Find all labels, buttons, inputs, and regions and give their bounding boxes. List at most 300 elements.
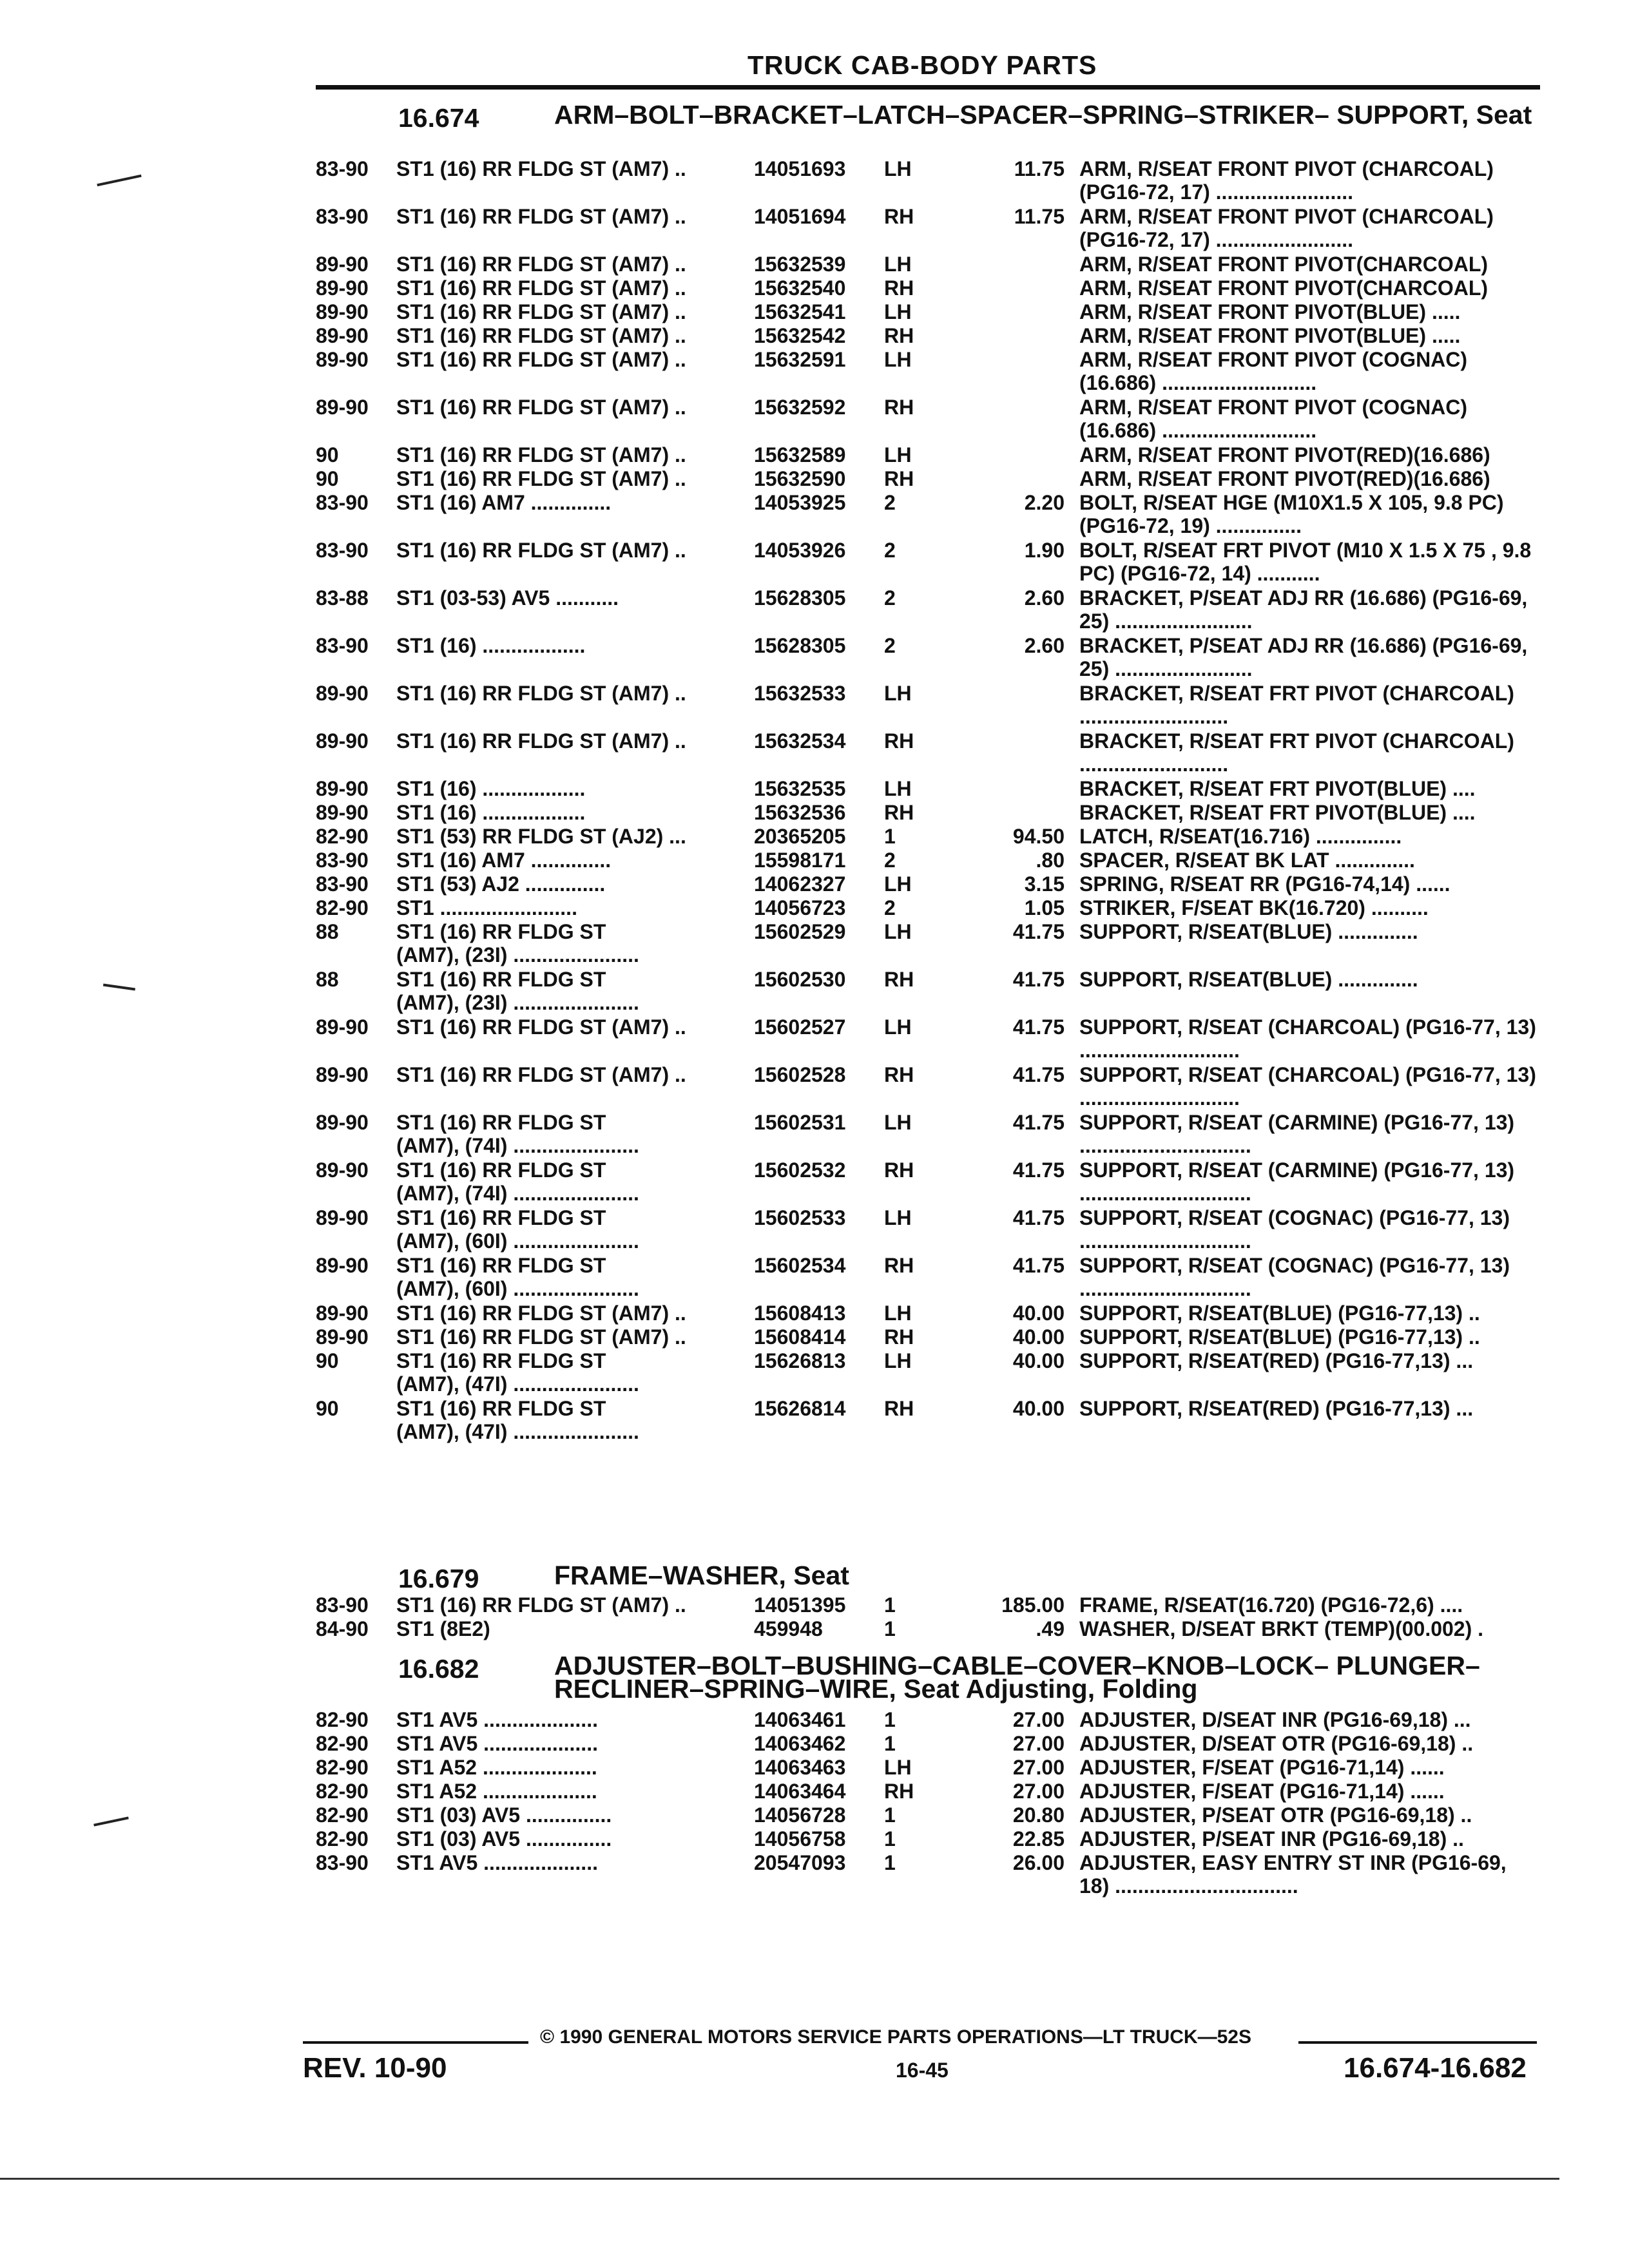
usage-code: ST1 (16) .................. bbox=[396, 801, 586, 824]
quantity: LH bbox=[884, 1349, 912, 1372]
model-years: 89-90 bbox=[316, 253, 369, 276]
model-years: 83-90 bbox=[316, 539, 369, 562]
parts-section bbox=[316, 1653, 1540, 1899]
price: 40.00 bbox=[1012, 1325, 1065, 1349]
footer-rule-right bbox=[1298, 2041, 1537, 2044]
quantity: RH bbox=[884, 396, 914, 419]
model-years: 83-90 bbox=[316, 849, 369, 872]
quantity: LH bbox=[884, 300, 912, 323]
model-years: 83-90 bbox=[316, 205, 369, 228]
model-years: 83-90 bbox=[316, 1593, 369, 1617]
part-row bbox=[316, 443, 1540, 467]
part-number: 15632539 bbox=[754, 253, 846, 276]
quantity: LH bbox=[884, 157, 912, 180]
part-number: 20365205 bbox=[754, 825, 846, 848]
part-row bbox=[316, 777, 1540, 801]
part-row bbox=[316, 1302, 1540, 1325]
part-row bbox=[316, 586, 1540, 634]
part-number: 14063462 bbox=[754, 1732, 846, 1755]
quantity: LH bbox=[884, 1756, 912, 1779]
price: 94.50 bbox=[1012, 825, 1065, 848]
quantity: RH bbox=[884, 1254, 914, 1277]
usage-code: ST1 (16) RR FLDG ST (AM7), (60I) ...................... bbox=[396, 1206, 639, 1253]
model-years: 89-90 bbox=[316, 1063, 369, 1086]
part-number: 14063464 bbox=[754, 1780, 846, 1803]
part-description: ADJUSTER, D/SEAT INR (PG16-69,18) ... bbox=[1079, 1708, 1471, 1731]
quantity: RH bbox=[884, 968, 914, 991]
part-row bbox=[316, 1015, 1540, 1063]
price: 11.75 bbox=[1014, 157, 1065, 180]
model-years: 89-90 bbox=[316, 276, 369, 300]
part-row bbox=[316, 253, 1540, 276]
price: 1.90 bbox=[1024, 539, 1065, 562]
usage-code: ST1 (16) RR FLDG ST (AM7) .. bbox=[396, 539, 686, 562]
part-row bbox=[316, 1158, 1540, 1206]
model-years: 83-90 bbox=[316, 634, 369, 657]
quantity: RH bbox=[884, 1780, 914, 1803]
usage-code: ST1 (16) RR FLDG ST (AM7) .. bbox=[396, 253, 686, 276]
quantity: RH bbox=[884, 467, 914, 490]
price: 2.20 bbox=[1024, 491, 1065, 514]
part-description: SUPPORT, R/SEAT (CHARCOAL) (PG16-77, 13) ............................ bbox=[1079, 1015, 1536, 1062]
model-years: 90 bbox=[316, 1349, 339, 1372]
usage-code: ST1 (16) RR FLDG ST (AM7) .. bbox=[396, 348, 686, 371]
quantity: LH bbox=[884, 443, 912, 466]
model-years: 90 bbox=[316, 443, 339, 466]
part-description: BRACKET, R/SEAT FRT PIVOT (CHARCOAL) .......................... bbox=[1079, 729, 1514, 776]
quantity: RH bbox=[884, 1158, 914, 1182]
section-title: ADJUSTER–BOLT–BUSHING–CABLE–COVER–KNOB–LOCK– PLUNGER–RECLINER–SPRING–WIRE, Seat Adjusting, Folding bbox=[554, 1651, 1480, 1704]
part-number: 14056728 bbox=[754, 1803, 846, 1827]
bottom-edge-line bbox=[0, 2178, 1559, 2180]
model-years: 82-90 bbox=[316, 1756, 369, 1779]
quantity: RH bbox=[884, 729, 914, 753]
quantity: LH bbox=[884, 920, 912, 943]
part-row bbox=[316, 1206, 1540, 1254]
part-row bbox=[316, 1756, 1540, 1780]
quantity: 2 bbox=[884, 896, 896, 919]
usage-code: ST1 AV5 .................... bbox=[396, 1851, 598, 1874]
quantity: 1 bbox=[884, 1617, 896, 1640]
part-description: SUPPORT, R/SEAT (CARMINE) (PG16-77, 13) .............................. bbox=[1079, 1111, 1515, 1157]
price: 40.00 bbox=[1012, 1349, 1065, 1372]
part-number: 15602528 bbox=[754, 1063, 846, 1086]
model-years: 90 bbox=[316, 1397, 339, 1420]
quantity: 2 bbox=[884, 634, 896, 657]
footer-copyright: © 1990 GENERAL MOTORS SERVICE PARTS OPERATIONS—LT TRUCK—52S bbox=[540, 2026, 1251, 2048]
model-years: 89-90 bbox=[316, 1206, 369, 1229]
part-row bbox=[316, 920, 1540, 968]
quantity: LH bbox=[884, 1015, 912, 1039]
usage-code: ST1 (16) RR FLDG ST (AM7) .. bbox=[396, 1302, 686, 1325]
usage-code: ST1 ........................ bbox=[396, 896, 577, 919]
part-description: ARM, R/SEAT FRONT PIVOT(BLUE) ..... bbox=[1079, 324, 1461, 347]
model-years: 89-90 bbox=[316, 777, 369, 800]
price: 41.75 bbox=[1012, 1063, 1065, 1086]
part-description: BRACKET, P/SEAT ADJ RR (16.686) (PG16-69, 25) ........................ bbox=[1079, 586, 1528, 633]
section-title: ARM–BOLT–BRACKET–LATCH–SPACER–SPRING–STRIKER– SUPPORT, Seat bbox=[554, 100, 1532, 130]
usage-code: ST1 (16) RR FLDG ST (AM7) .. bbox=[396, 467, 686, 490]
part-description: ADJUSTER, F/SEAT (PG16-71,14) ...... bbox=[1079, 1780, 1445, 1803]
part-number: 15626814 bbox=[754, 1397, 846, 1420]
part-row bbox=[316, 825, 1540, 849]
part-description: SUPPORT, R/SEAT(RED) (PG16-77,13) ... bbox=[1079, 1397, 1474, 1420]
part-number: 14053926 bbox=[754, 539, 846, 562]
parts-section bbox=[316, 1562, 1540, 1641]
part-row bbox=[316, 396, 1540, 443]
quantity: 1 bbox=[884, 1851, 896, 1874]
part-number: 15632592 bbox=[754, 396, 846, 419]
part-description: SUPPORT, R/SEAT(BLUE) .............. bbox=[1079, 920, 1418, 943]
usage-code: ST1 (16) RR FLDG ST (AM7) .. bbox=[396, 1015, 686, 1039]
part-description: ARM, R/SEAT FRONT PIVOT(RED)(16.686) bbox=[1079, 467, 1490, 490]
section-number: 16.679 bbox=[398, 1564, 479, 1593]
model-years: 89-90 bbox=[316, 300, 369, 323]
part-number: 15632590 bbox=[754, 467, 846, 490]
part-description: FRAME, R/SEAT(16.720) (PG16-72,6) .... bbox=[1079, 1593, 1463, 1617]
part-number: 14051694 bbox=[754, 205, 846, 228]
quantity: LH bbox=[884, 1206, 912, 1229]
usage-code: ST1 (16) RR FLDG ST (AM7), (47I) ...................... bbox=[396, 1397, 639, 1443]
usage-code: ST1 (16) RR FLDG ST (AM7) .. bbox=[396, 443, 686, 466]
part-number: 14051395 bbox=[754, 1593, 846, 1617]
model-years: 89-90 bbox=[316, 729, 369, 753]
price: .49 bbox=[1036, 1617, 1065, 1640]
part-description: SUPPORT, R/SEAT (CHARCOAL) (PG16-77, 13) ............................ bbox=[1079, 1063, 1536, 1110]
model-years: 83-90 bbox=[316, 1851, 369, 1874]
part-row bbox=[316, 849, 1540, 872]
model-years: 82-90 bbox=[316, 1732, 369, 1755]
price: 27.00 bbox=[1012, 1756, 1065, 1779]
model-years: 83-90 bbox=[316, 157, 369, 180]
price: 27.00 bbox=[1012, 1780, 1065, 1803]
price: 41.75 bbox=[1012, 1158, 1065, 1182]
part-number: 14056723 bbox=[754, 896, 846, 919]
quantity: 1 bbox=[884, 1827, 896, 1850]
part-description: BRACKET, R/SEAT FRT PIVOT(BLUE) .... bbox=[1079, 801, 1476, 824]
quantity: 1 bbox=[884, 1593, 896, 1617]
part-row bbox=[316, 1349, 1540, 1397]
section-number: 16.682 bbox=[398, 1654, 479, 1684]
part-description: SUPPORT, R/SEAT(RED) (PG16-77,13) ... bbox=[1079, 1349, 1474, 1372]
model-years: 89-90 bbox=[316, 1325, 369, 1349]
part-description: ADJUSTER, P/SEAT OTR (PG16-69,18) .. bbox=[1079, 1803, 1472, 1827]
usage-code: ST1 (53) RR FLDG ST (AJ2) ... bbox=[396, 825, 686, 848]
usage-code: ST1 (16) AM7 .............. bbox=[396, 491, 612, 514]
part-row bbox=[316, 968, 1540, 1015]
price: 20.80 bbox=[1012, 1803, 1065, 1827]
part-row bbox=[316, 896, 1540, 920]
price: 27.00 bbox=[1012, 1708, 1065, 1731]
part-description: SUPPORT, R/SEAT(BLUE) (PG16-77,13) .. bbox=[1079, 1302, 1480, 1325]
part-row bbox=[316, 1851, 1540, 1899]
part-row bbox=[316, 1254, 1540, 1302]
part-number: 15602530 bbox=[754, 968, 846, 991]
usage-code: ST1 (53) AJ2 .............. bbox=[396, 872, 606, 896]
section-heading bbox=[316, 1562, 1540, 1593]
part-row bbox=[316, 1063, 1540, 1111]
part-row bbox=[316, 1827, 1540, 1851]
part-row bbox=[316, 801, 1540, 825]
part-description: BOLT, R/SEAT HGE (M10X1.5 X 105, 9.8 PC) (PG16-72, 19) ............... bbox=[1079, 491, 1504, 537]
price: 40.00 bbox=[1012, 1397, 1065, 1420]
price: 41.75 bbox=[1012, 1015, 1065, 1039]
part-row bbox=[316, 300, 1540, 324]
model-years: 83-90 bbox=[316, 491, 369, 514]
part-description: BRACKET, R/SEAT FRT PIVOT (CHARCOAL) .......................... bbox=[1079, 682, 1514, 728]
quantity: 2 bbox=[884, 586, 896, 610]
usage-code: ST1 (16) RR FLDG ST (AM7) .. bbox=[396, 1063, 686, 1086]
part-number: 14056758 bbox=[754, 1827, 846, 1850]
part-description: ADJUSTER, F/SEAT (PG16-71,14) ...... bbox=[1079, 1756, 1445, 1779]
part-description: SUPPORT, R/SEAT(BLUE) .............. bbox=[1079, 968, 1418, 991]
part-number: 15632542 bbox=[754, 324, 846, 347]
page-number: 16-45 bbox=[896, 2059, 949, 2082]
part-description: ADJUSTER, D/SEAT OTR (PG16-69,18) .. bbox=[1079, 1732, 1474, 1755]
usage-code: ST1 (16) AM7 .............. bbox=[396, 849, 612, 872]
model-years: 89-90 bbox=[316, 1111, 369, 1134]
model-years: 82-90 bbox=[316, 1708, 369, 1731]
model-years: 82-90 bbox=[316, 1780, 369, 1803]
price: 27.00 bbox=[1012, 1732, 1065, 1755]
model-years: 89-90 bbox=[316, 396, 369, 419]
part-description: ADJUSTER, P/SEAT INR (PG16-69,18) .. bbox=[1079, 1827, 1464, 1850]
part-description: ARM, R/SEAT FRONT PIVOT (CHARCOAL) (PG16-72, 17) ........................ bbox=[1079, 157, 1494, 204]
price: 2.60 bbox=[1024, 634, 1065, 657]
part-description: ARM, R/SEAT FRONT PIVOT (CHARCOAL) (PG16-72, 17) ........................ bbox=[1079, 205, 1494, 251]
part-number: 15602532 bbox=[754, 1158, 846, 1182]
usage-code: ST1 (16) RR FLDG ST (AM7) .. bbox=[396, 1593, 686, 1617]
quantity: RH bbox=[884, 801, 914, 824]
part-number: 20547093 bbox=[754, 1851, 846, 1874]
price: 41.75 bbox=[1012, 1206, 1065, 1229]
quantity: 1 bbox=[884, 1708, 896, 1731]
model-years: 88 bbox=[316, 920, 339, 943]
model-years: 83-88 bbox=[316, 586, 369, 610]
part-description: ARM, R/SEAT FRONT PIVOT(CHARCOAL) bbox=[1079, 253, 1489, 276]
part-row bbox=[316, 1325, 1540, 1349]
usage-code: ST1 A52 .................... bbox=[396, 1756, 597, 1779]
usage-code: ST1 (16) RR FLDG ST (AM7), (74I) ...................... bbox=[396, 1158, 639, 1205]
quantity: LH bbox=[884, 1111, 912, 1134]
part-number: 15632540 bbox=[754, 276, 846, 300]
part-description: SUPPORT, R/SEAT (COGNAC) (PG16-77, 13) .............................. bbox=[1079, 1254, 1510, 1300]
model-years: 83-90 bbox=[316, 872, 369, 896]
usage-code: ST1 (16) RR FLDG ST (AM7), (47I) ...................... bbox=[396, 1349, 639, 1396]
part-number: 14062327 bbox=[754, 872, 846, 896]
quantity: 1 bbox=[884, 1803, 896, 1827]
part-number: 15632536 bbox=[754, 801, 846, 824]
usage-code: ST1 (03) AV5 ............... bbox=[396, 1827, 612, 1850]
part-number: 15598171 bbox=[754, 849, 846, 872]
model-years: 82-90 bbox=[316, 1803, 369, 1827]
header-rule bbox=[316, 85, 1540, 90]
price: 40.00 bbox=[1012, 1302, 1065, 1325]
usage-code: ST1 (8E2) bbox=[396, 1617, 490, 1640]
quantity: RH bbox=[884, 276, 914, 300]
price: 2.60 bbox=[1024, 586, 1065, 610]
part-number: 14063461 bbox=[754, 1708, 846, 1731]
usage-code: ST1 (16) RR FLDG ST (AM7), (23I) ...................... bbox=[396, 920, 639, 966]
part-number: 15632533 bbox=[754, 682, 846, 705]
part-row bbox=[316, 1111, 1540, 1158]
page-title: TRUCK CAB-BODY PARTS bbox=[747, 50, 1097, 80]
part-row bbox=[316, 1397, 1540, 1445]
part-row bbox=[316, 276, 1540, 300]
part-description: BOLT, R/SEAT FRT PIVOT (M10 X 1.5 X 75 , 9.8 PC) (PG16-72, 14) ........... bbox=[1079, 539, 1532, 585]
part-row bbox=[316, 324, 1540, 348]
part-row bbox=[316, 348, 1540, 396]
part-number: 15632591 bbox=[754, 348, 846, 371]
price: 41.75 bbox=[1012, 1254, 1065, 1277]
part-row bbox=[316, 682, 1540, 729]
usage-code: ST1 (16) RR FLDG ST (AM7) .. bbox=[396, 729, 686, 753]
part-description: SUPPORT, R/SEAT(BLUE) (PG16-77,13) .. bbox=[1079, 1325, 1480, 1349]
usage-code: ST1 (16) .................. bbox=[396, 777, 586, 800]
part-description: LATCH, R/SEAT(16.716) ............... bbox=[1079, 825, 1402, 848]
part-row bbox=[316, 729, 1540, 777]
quantity: LH bbox=[884, 777, 912, 800]
part-row bbox=[316, 1780, 1540, 1803]
model-years: 89-90 bbox=[316, 801, 369, 824]
part-number: 15632541 bbox=[754, 300, 846, 323]
part-description: WASHER, D/SEAT BRKT (TEMP)(00.002) . bbox=[1079, 1617, 1484, 1640]
quantity: LH bbox=[884, 872, 912, 896]
part-row bbox=[316, 467, 1540, 491]
footer-rule-left bbox=[303, 2041, 528, 2044]
usage-code: ST1 (03) AV5 ............... bbox=[396, 1803, 612, 1827]
part-number: 15628305 bbox=[754, 634, 846, 657]
quantity: LH bbox=[884, 1302, 912, 1325]
model-years: 90 bbox=[316, 467, 339, 490]
part-number: 15602534 bbox=[754, 1254, 846, 1277]
price: 185.00 bbox=[1001, 1593, 1065, 1617]
usage-code: ST1 (16) RR FLDG ST (AM7) .. bbox=[396, 157, 686, 180]
quantity: RH bbox=[884, 1397, 914, 1420]
part-number: 14051693 bbox=[754, 157, 846, 180]
quantity: 2 bbox=[884, 539, 896, 562]
section-range: 16.674-16.682 bbox=[1344, 2052, 1527, 2084]
part-number: 15628305 bbox=[754, 586, 846, 610]
usage-code: ST1 A52 .................... bbox=[396, 1780, 597, 1803]
part-row bbox=[316, 539, 1540, 586]
part-number: 459948 bbox=[754, 1617, 823, 1640]
price: 41.75 bbox=[1012, 1111, 1065, 1134]
part-number: 15632534 bbox=[754, 729, 846, 753]
part-description: SUPPORT, R/SEAT (COGNAC) (PG16-77, 13) .............................. bbox=[1079, 1206, 1510, 1253]
part-description: ADJUSTER, EASY ENTRY ST INR (PG16-69, 18) ................................ bbox=[1079, 1851, 1507, 1898]
price: 41.75 bbox=[1012, 968, 1065, 991]
usage-code: ST1 (16) RR FLDG ST (AM7) .. bbox=[396, 205, 686, 228]
section-heading bbox=[316, 102, 1540, 157]
part-row bbox=[316, 872, 1540, 896]
model-years: 82-90 bbox=[316, 896, 369, 919]
part-number: 15602533 bbox=[754, 1206, 846, 1229]
model-years: 89-90 bbox=[316, 1158, 369, 1182]
quantity: RH bbox=[884, 324, 914, 347]
quantity: 2 bbox=[884, 491, 896, 514]
model-years: 89-90 bbox=[316, 348, 369, 371]
part-description: STRIKER, F/SEAT BK(16.720) .......... bbox=[1079, 896, 1429, 919]
part-number: 15602527 bbox=[754, 1015, 846, 1039]
part-row bbox=[316, 1732, 1540, 1756]
margin-mark bbox=[97, 175, 141, 186]
usage-code: ST1 (16) RR FLDG ST (AM7) .. bbox=[396, 396, 686, 419]
quantity: RH bbox=[884, 1063, 914, 1086]
usage-code: ST1 (16) RR FLDG ST (AM7) .. bbox=[396, 324, 686, 347]
part-number: 15602529 bbox=[754, 920, 846, 943]
quantity: LH bbox=[884, 682, 912, 705]
price: 22.85 bbox=[1012, 1827, 1065, 1850]
price: 41.75 bbox=[1012, 920, 1065, 943]
model-years: 82-90 bbox=[316, 825, 369, 848]
part-description: ARM, R/SEAT FRONT PIVOT(CHARCOAL) bbox=[1079, 276, 1489, 300]
model-years: 89-90 bbox=[316, 1015, 369, 1039]
part-number: 14053925 bbox=[754, 491, 846, 514]
part-row bbox=[316, 157, 1540, 205]
margin-mark bbox=[93, 1816, 129, 1826]
model-years: 88 bbox=[316, 968, 339, 991]
quantity: 1 bbox=[884, 825, 896, 848]
part-number: 15632535 bbox=[754, 777, 846, 800]
model-years: 89-90 bbox=[316, 1302, 369, 1325]
usage-code: ST1 AV5 .................... bbox=[396, 1732, 598, 1755]
model-years: 84-90 bbox=[316, 1617, 369, 1640]
usage-code: ST1 (03-53) AV5 ........... bbox=[396, 586, 619, 610]
quantity: LH bbox=[884, 348, 912, 371]
model-years: 89-90 bbox=[316, 682, 369, 705]
price: 3.15 bbox=[1024, 872, 1065, 896]
part-description: SPACER, R/SEAT BK LAT .............. bbox=[1079, 849, 1415, 872]
part-number: 15602531 bbox=[754, 1111, 846, 1134]
part-description: SPRING, R/SEAT RR (PG16-74,14) ...... bbox=[1079, 872, 1451, 896]
part-row bbox=[316, 1617, 1540, 1641]
part-row bbox=[316, 1593, 1540, 1617]
quantity: LH bbox=[884, 253, 912, 276]
usage-code: ST1 (16) RR FLDG ST (AM7), (74I) ...................... bbox=[396, 1111, 639, 1157]
part-description: ARM, R/SEAT FRONT PIVOT(BLUE) ..... bbox=[1079, 300, 1461, 323]
quantity: RH bbox=[884, 205, 914, 228]
part-row bbox=[316, 205, 1540, 253]
model-years: 89-90 bbox=[316, 324, 369, 347]
part-description: SUPPORT, R/SEAT (CARMINE) (PG16-77, 13) .............................. bbox=[1079, 1158, 1515, 1205]
usage-code: ST1 (16) RR FLDG ST (AM7) .. bbox=[396, 276, 686, 300]
revision-label: REV. 10-90 bbox=[303, 2052, 447, 2084]
part-description: ARM, R/SEAT FRONT PIVOT(RED)(16.686) bbox=[1079, 443, 1490, 466]
section-title: FRAME–WASHER, Seat bbox=[554, 1561, 849, 1590]
section-heading bbox=[316, 1653, 1540, 1708]
usage-code: ST1 (16) .................. bbox=[396, 634, 586, 657]
usage-code: ST1 (16) RR FLDG ST (AM7) .. bbox=[396, 1325, 686, 1349]
part-description: ARM, R/SEAT FRONT PIVOT (COGNAC) (16.686) ........................... bbox=[1079, 348, 1468, 394]
model-years: 82-90 bbox=[316, 1827, 369, 1850]
price: 11.75 bbox=[1014, 205, 1065, 228]
price: 26.00 bbox=[1012, 1851, 1065, 1874]
quantity: 2 bbox=[884, 849, 896, 872]
usage-code: ST1 AV5 .................... bbox=[396, 1708, 598, 1731]
usage-code: ST1 (16) RR FLDG ST (AM7), (60I) ...................... bbox=[396, 1254, 639, 1300]
model-years: 89-90 bbox=[316, 1254, 369, 1277]
part-number: 15632589 bbox=[754, 443, 846, 466]
quantity: RH bbox=[884, 1325, 914, 1349]
part-row bbox=[316, 1803, 1540, 1827]
usage-code: ST1 (16) RR FLDG ST (AM7) .. bbox=[396, 300, 686, 323]
part-description: BRACKET, P/SEAT ADJ RR (16.686) (PG16-69, 25) ........................ bbox=[1079, 634, 1528, 680]
price: .80 bbox=[1036, 849, 1065, 872]
part-number: 15626813 bbox=[754, 1349, 846, 1372]
section-number: 16.674 bbox=[398, 103, 479, 133]
part-row bbox=[316, 1708, 1540, 1732]
